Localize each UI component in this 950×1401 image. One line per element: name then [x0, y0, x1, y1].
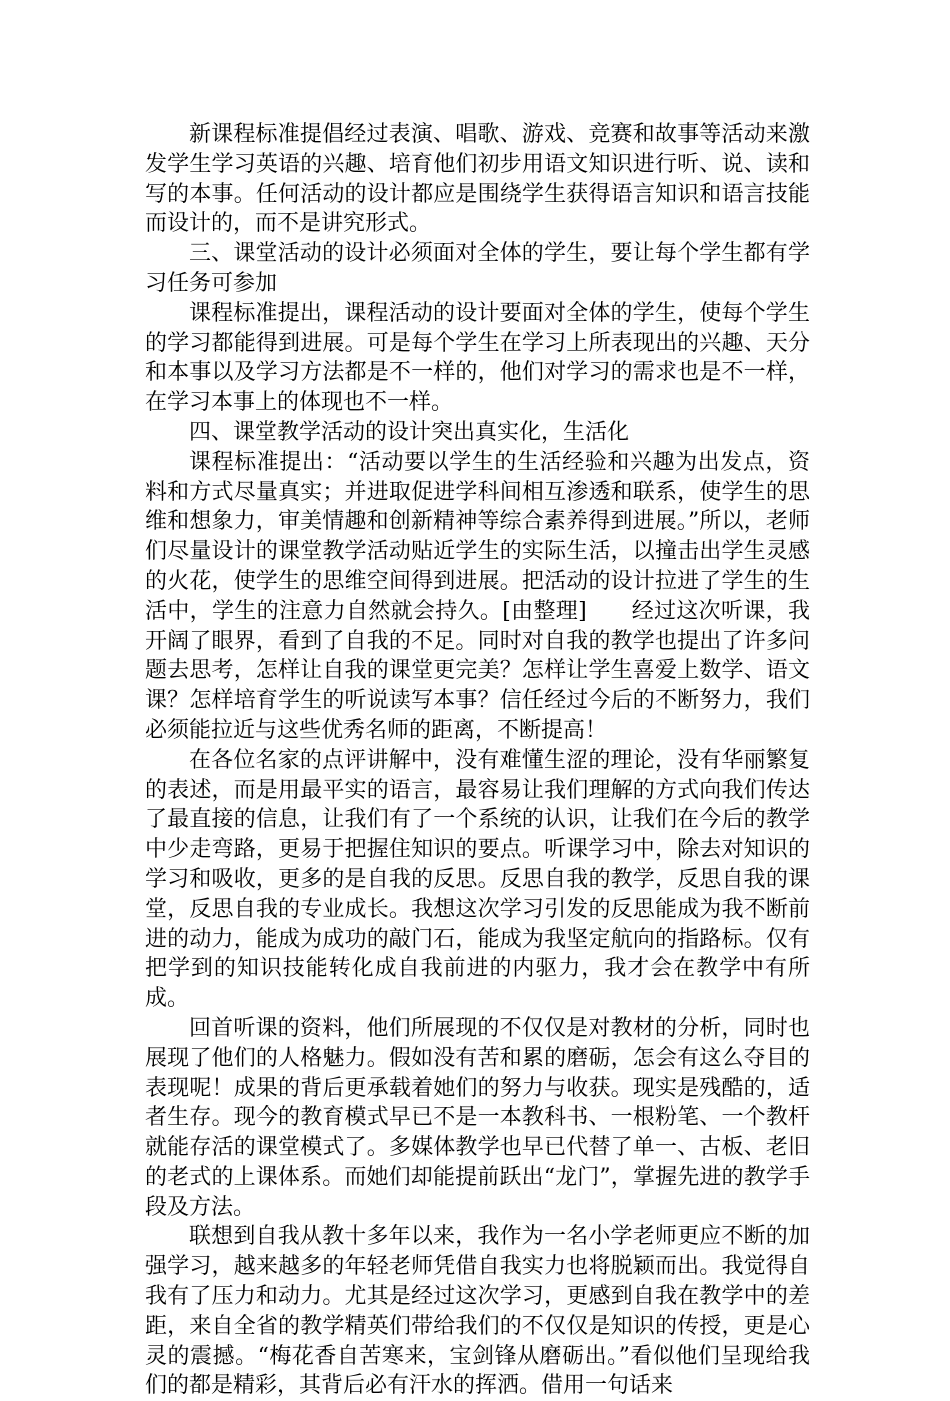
- document-page: [145, 120, 810, 1401]
- body-paragraph: 课程标准提出，课程活动的设计要面对全体的学生，使每个学生的学习都能得到进展。可是每个学生在学习上所表现出的兴趣、天分和本事以及学习方法都是不一样的，他们对学习的需求也是不一样，在学习本事上的体现也不一样。: [145, 300, 810, 416]
- body-paragraph: 课程标准提出：“活动要以学生的生活经验和兴趣为出发点，资料和方式尽量真实；并进取促进学科间相互渗透和联系，使学生的思维和想象力，审美情趣和创新精神等综合素养得到进展。”所以，老师们尽量设计的课堂教学活动贴近学生的实际生活，以撞击出学生灵感的火花，使学生的思维空间得到进展。把活动的设计拉进了学生的生活中，学生的注意力自然就会持久。[由整理] 经过这次听课，我开阔了眼界，看到了自我的不足。同时对自我的教学也提出了许多问题去思考，怎样让自我的课堂更完美？怎样让学生喜爱上数学、语文课？怎样培育学生的听说读写本事？信任经过今后的不断努力，我们必须能拉近与这些优秀名师的距离，不断提高！: [145, 449, 810, 743]
- body-paragraph: 联想到自我从教十多年以来，我作为一名小学老师更应不断的加强学习，越来越多的年轻老师凭借自我实力也将脱颖而出。我觉得自我有了压力和动力。尤其是经过这次学习，更感到自我在教学中的差距，来自全省的教学精英们带给我们的不仅仅是知识的传授，更是心灵的震撼。“梅花香自苦寒来，宝剑锋从磨砺出。”看似他们呈现给我们的都是精彩，其背后必有汗水的挥洒。借用一句话来: [145, 1224, 810, 1399]
- body-paragraph: 新课程标准提倡经过表演、唱歌、游戏、竞赛和故事等活动来激发学生学习英语的兴趣、培育他们初步用语文知识进行听、说、读和写的本事。任何活动的设计都应是围绕学生获得语言知识和语言技能而设计的，而不是讲究形式。: [145, 122, 810, 237]
- section-heading: 四、课堂教学活动的设计突出真实化，生活化: [189, 419, 630, 445]
- section-heading: 三、课堂活动的设计必须面对全体的学生，要让每个学生都有学习任务可参加: [145, 241, 810, 296]
- body-paragraph: 回首听课的资料，他们所展现的不仅仅是对教材的分析，同时也展现了他们的人格魅力。假如没有苦和累的磨砺，怎会有这么夺目的表现呢！成果的背后更承载着她们的努力与收获。现实是残酷的，适者生存。现今的教育模式早已不是一本教科书、一根粉笔、一个教杆就能存活的课堂模式了。多媒体教学也早已代替了单一、古板、老旧的老式的上课体系。而她们却能提前跃出“龙门”，掌握先进的教学手段及方法。: [145, 1015, 810, 1220]
- body-paragraph: 在各位名家的点评讲解中，没有难懂生涩的理论，没有华丽繁复的表述，而是用最平实的语言，最容易让我们理解的方式向我们传达了最直接的信息，让我们有了一个系统的认识，让我们在今后的教学中少走弯路，更易于把握住知识的要点。听课学习中，除去对知识的学习和吸收，更多的是自我的反思。反思自我的教学，反思自我的课堂，反思自我的专业成长。我想这次学习引发的反思能成为我不断前进的动力，能成为成功的敲门石，能成为我坚定航向的指路标。仅有把学到的知识技能转化成自我前进的内驱力，我才会在教学中有所成。: [145, 747, 810, 1012]
